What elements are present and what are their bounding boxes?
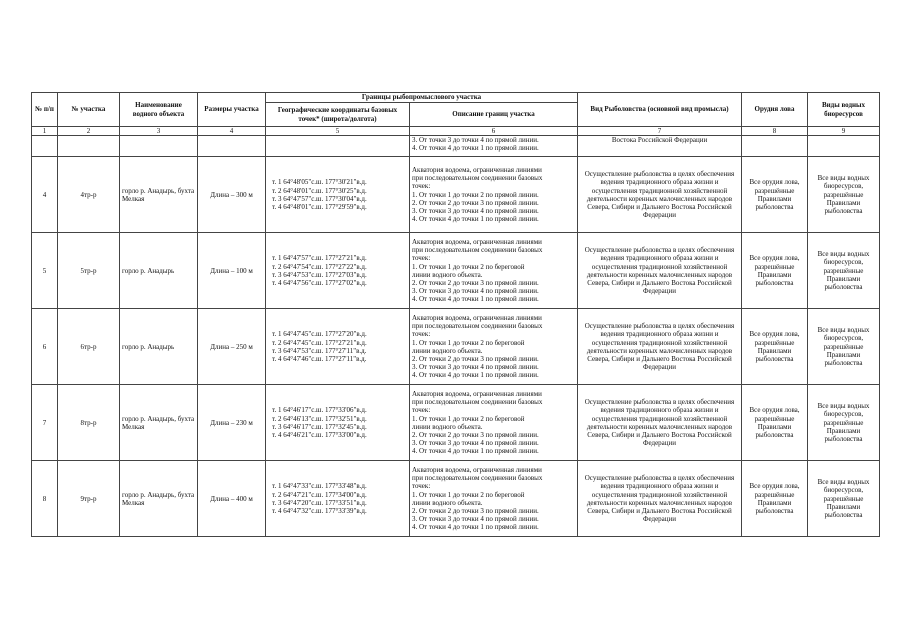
description-line: линии водного объекта. <box>412 498 483 507</box>
description-line: 2. От точки 2 до точки 3 по прямой линии. <box>412 278 539 287</box>
cell-description <box>410 233 578 309</box>
cell-tools: Все орудия лова, разрешённые Правилами рыболовства <box>742 157 808 233</box>
continuation-fishery: Востока Российской Федерации <box>578 136 742 157</box>
cell-tools: Все орудия лова, разрешённые Правилами рыболовства <box>742 309 808 385</box>
cell-fishery-type: Осуществление рыболовства в целях обеспечения ведения традиционного образа жизни и осуществления традиционной хозяйственной деятельности коренных малочисленных народов Севера, Сибири и Дальнего Востока Российской Федерации <box>578 233 742 309</box>
cell-species: Все виды водных биоресурсов, разрешённые Правилами рыболовства <box>808 461 880 537</box>
table-row <box>32 157 880 233</box>
header-tools: Орудия лова <box>742 93 808 127</box>
description-line: 1. От точки 1 до точки 2 по береговой <box>412 490 525 499</box>
description-line: 4. От точки 4 до точки 1 по прямой линии. <box>412 144 539 153</box>
column-number: 3 <box>120 127 198 136</box>
description-line: 1. От точки 1 до точки 2 по береговой <box>412 262 525 271</box>
cell-fishery-type: Осуществление рыболовства в целях обеспечения ведения традиционного образа жизни и осуществления традиционной хозяйственной деятельности коренных малочисленных народов Севера, Сибири и Дальнего Востока Российской Федерации <box>578 157 742 233</box>
description-line: 3. От точки 3 до точки 4 по прямой линии. <box>412 287 539 296</box>
coordinate-line: т. 1 64°47'33"с.ш. 177°33'48"в.д. <box>272 482 367 491</box>
header-species: Виды водных биоресурсов <box>808 93 880 127</box>
table-row <box>32 385 880 461</box>
coordinate-line: т. 3 64°47'53"с.ш. 177°27'11"в.д. <box>272 346 367 355</box>
description-line: 3. От точки 3 до точки 4 по прямой линии. <box>412 207 539 215</box>
cell-species: Все виды водных биоресурсов, разрешённые Правилами рыболовства <box>808 385 880 461</box>
cell-size: Длина – 100 м <box>198 233 266 309</box>
column-number: 8 <box>742 127 808 136</box>
cell-description <box>410 461 578 537</box>
description-line: Акватория водоема, ограниченная линиями <box>412 237 542 246</box>
cell-size: Длина – 250 м <box>198 309 266 385</box>
description-line: линии водного объекта. <box>412 422 483 431</box>
description-line: 1. От точки 1 до точки 2 по береговой <box>412 414 525 423</box>
description-line: линии водного объекта. <box>412 270 483 279</box>
header-plot: № участка <box>58 93 120 127</box>
description-line: 3. От точки 3 до точки 4 по прямой линии. <box>412 363 539 372</box>
cell-fishery-type: Осуществление рыболовства в целях обеспечения ведения традиционного образа жизни и осуществления традиционной хозяйственной деятельности коренных малочисленных народов Севера, Сибири и Дальнего Востока Российской Федерации <box>578 385 742 461</box>
description-line: Акватория водоема, ограниченная линиями <box>412 313 542 322</box>
fishing-plots-table <box>31 92 880 537</box>
cell-num: 6 <box>32 309 58 385</box>
cell-description <box>410 385 578 461</box>
coordinate-line: т. 3 64°47'20"с.ш. 177°33'51"в.д. <box>272 498 367 507</box>
cell-coords <box>266 309 410 385</box>
description-line: 2. От точки 2 до точки 3 по прямой линии. <box>412 506 539 515</box>
cell-species: Все виды водных биоресурсов, разрешённые Правилами рыболовства <box>808 309 880 385</box>
table-row <box>32 233 880 309</box>
cell-coords <box>266 233 410 309</box>
cell-fishery-type: Осуществление рыболовства в целях обеспечения ведения традиционного образа жизни и осуществления традиционной хозяйственной деятельности коренных малочисленных народов Севера, Сибири и Дальнего Востока Российской Федерации <box>578 309 742 385</box>
table-row <box>32 309 880 385</box>
cell-size: Длина – 300 м <box>198 157 266 233</box>
description-line: 2. От точки 2 до точки 3 по прямой линии. <box>412 430 539 439</box>
description-line: 4. От точки 4 до точки 1 по прямой линии. <box>412 371 539 380</box>
description-line: 3. От точки 3 до точки 4 по прямой линии. <box>412 515 539 524</box>
coordinate-line: т. 4 64°46'21"с.ш. 177°33'00"в.д. <box>272 430 367 439</box>
description-line: точек: <box>412 330 431 339</box>
description-line: точек: <box>412 406 431 415</box>
cell-species: Все виды водных биоресурсов, разрешённые Правилами рыболовства <box>808 157 880 233</box>
description-line: 3. От точки 3 до точки 4 по прямой линии. <box>412 136 539 145</box>
column-number: 6 <box>410 127 578 136</box>
column-numbers-row <box>32 127 880 136</box>
header-num: № п/п <box>32 93 58 127</box>
description-line: точек: <box>412 482 431 491</box>
coordinate-line: т. 4 64°47'32"с.ш. 177°33'39"в.д. <box>272 506 367 515</box>
cell-plot: 8тр-р <box>58 385 120 461</box>
description-line: Акватория водоема, ограниченная линиями <box>412 465 542 474</box>
coordinate-line: т. 3 64°46'17"с.ш. 177°32'45"в.д. <box>272 422 367 431</box>
description-line: 1. От точки 1 до точки 2 по береговой <box>412 338 525 347</box>
header-borders-group: Границы рыбопромыслового участка <box>266 93 578 103</box>
coordinate-line: т. 2 64°46'13"с.ш. 177°32'51"в.д. <box>272 414 367 423</box>
coordinate-line: т. 1 64°48'05"с.ш. 177°30'21"в.д. <box>272 178 367 187</box>
description-line: при последовательном соединении базовых <box>412 246 543 255</box>
continuation-row <box>32 136 880 157</box>
coordinate-line: т. 1 64°47'57"с.ш. 177°27'21"в.д. <box>272 254 367 263</box>
description-line: 2. От точки 2 до точки 3 по прямой линии. <box>412 354 539 363</box>
cell-coords <box>266 157 410 233</box>
cell-water-body: горло р. Анадырь <box>120 233 198 309</box>
cell-size: Длина – 400 м <box>198 461 266 537</box>
coordinate-line: т. 2 64°47'21"с.ш. 177°34'00"в.д. <box>272 490 367 499</box>
cell-plot: 5тр-р <box>58 233 120 309</box>
cell-tools: Все орудия лова, разрешённые Правилами рыболовства <box>742 233 808 309</box>
cell-water-body: горло р. Анадырь, бухта Мелкая <box>120 157 198 233</box>
cell-plot: 6тр-р <box>58 309 120 385</box>
description-line: при последовательном соединении базовых <box>412 474 543 483</box>
cell-coords <box>266 461 410 537</box>
continuation-description <box>410 136 578 157</box>
column-number: 9 <box>808 127 880 136</box>
coordinate-line: т. 1 64°47'45"с.ш. 177°27'20"в.д. <box>272 330 367 339</box>
description-line: 4. От точки 4 до точки 1 по прямой линии. <box>412 295 539 304</box>
description-line: при последовательном соединении базовых <box>412 174 543 183</box>
coordinate-line: т. 3 64°47'53"с.ш. 177°27'03"в.д. <box>272 270 367 279</box>
cell-water-body: горло р. Анадырь, бухта Мелкая <box>120 461 198 537</box>
column-number: 4 <box>198 127 266 136</box>
table-body <box>32 136 880 537</box>
cell-num: 7 <box>32 385 58 461</box>
cell-fishery-type: Осуществление рыболовства в целях обеспечения ведения традиционного образа жизни и осуществления традиционной хозяйственной деятельности коренных малочисленных народов Севера, Сибири и Дальнего Востока Российской Федерации <box>578 461 742 537</box>
description-line: 4. От точки 4 до точки 1 по прямой линии. <box>412 215 539 224</box>
description-line: 1. От точки 1 до точки 2 по прямой линии. <box>412 190 539 199</box>
cell-tools: Все орудия лова, разрешённые Правилами рыболовства <box>742 461 808 537</box>
table-row <box>32 461 880 537</box>
coordinate-line: т. 2 64°47'54"с.ш. 177°27'22"в.д. <box>272 262 367 271</box>
coordinate-line: т. 2 64°47'45"с.ш. 177°27'21"в.д. <box>272 338 367 347</box>
description-line: 4. От точки 4 до точки 1 по прямой линии. <box>412 447 539 456</box>
cell-species: Все виды водных биоресурсов, разрешённые Правилами рыболовства <box>808 233 880 309</box>
cell-water-body: горло р. Анадырь <box>120 309 198 385</box>
cell-plot: 4тр-р <box>58 157 120 233</box>
description-line: точек: <box>412 182 431 191</box>
cell-tools: Все орудия лова, разрешённые Правилами рыболовства <box>742 385 808 461</box>
cell-description <box>410 309 578 385</box>
header-size: Размеры участка <box>198 93 266 127</box>
header-description: Описание границ участка <box>410 103 578 127</box>
column-number: 1 <box>32 127 58 136</box>
description-line: 4. От точки 4 до точки 1 по прямой линии. <box>412 523 539 532</box>
cell-coords <box>266 385 410 461</box>
description-line: Акватория водоема, ограниченная линиями <box>412 389 542 398</box>
cell-num: 4 <box>32 157 58 233</box>
column-number: 7 <box>578 127 742 136</box>
coordinate-line: т. 3 64°47'57"с.ш. 177°30'04"в.д. <box>272 194 367 203</box>
coordinate-line: т. 2 64°48'01"с.ш. 177°30'25"в.д. <box>272 186 367 195</box>
description-line: при последовательном соединении базовых <box>412 322 543 331</box>
cell-water-body: горло р. Анадырь, бухта Мелкая <box>120 385 198 461</box>
coordinate-line: т. 4 64°48'01"с.ш. 177°29'59"в.д. <box>272 202 367 211</box>
cell-num: 5 <box>32 233 58 309</box>
cell-plot: 9тр-р <box>58 461 120 537</box>
description-line: 3. От точки 3 до точки 4 по прямой линии. <box>412 439 539 448</box>
coordinate-line: т. 4 64°47'46"с.ш. 177°27'11"в.д. <box>272 354 367 363</box>
column-number: 5 <box>266 127 410 136</box>
cell-size: Длина – 230 м <box>198 385 266 461</box>
description-line: 2. От точки 2 до точки 3 по прямой линии. <box>412 198 539 207</box>
header-water-body: Наименование водного объекта <box>120 93 198 127</box>
column-number: 2 <box>58 127 120 136</box>
header-coords: Географические координаты базовых точек* (широта/долгота) <box>266 103 410 127</box>
description-line: линии водного объекта. <box>412 346 483 355</box>
header-fishery-type: Вид Рыболовства (основной вид промысла) <box>578 93 742 127</box>
description-line: при последовательном соединении базовых <box>412 398 543 407</box>
cell-num: 8 <box>32 461 58 537</box>
cell-description <box>410 157 578 233</box>
coordinate-line: т. 1 64°46'17"с.ш. 177°33'06"в.д. <box>272 406 367 415</box>
description-line: Акватория водоема, ограниченная линиями <box>412 165 542 174</box>
description-line: точек: <box>412 254 431 263</box>
document-page <box>31 92 879 537</box>
coordinate-line: т. 4 64°47'56"с.ш. 177°27'02"в.д. <box>272 278 367 287</box>
